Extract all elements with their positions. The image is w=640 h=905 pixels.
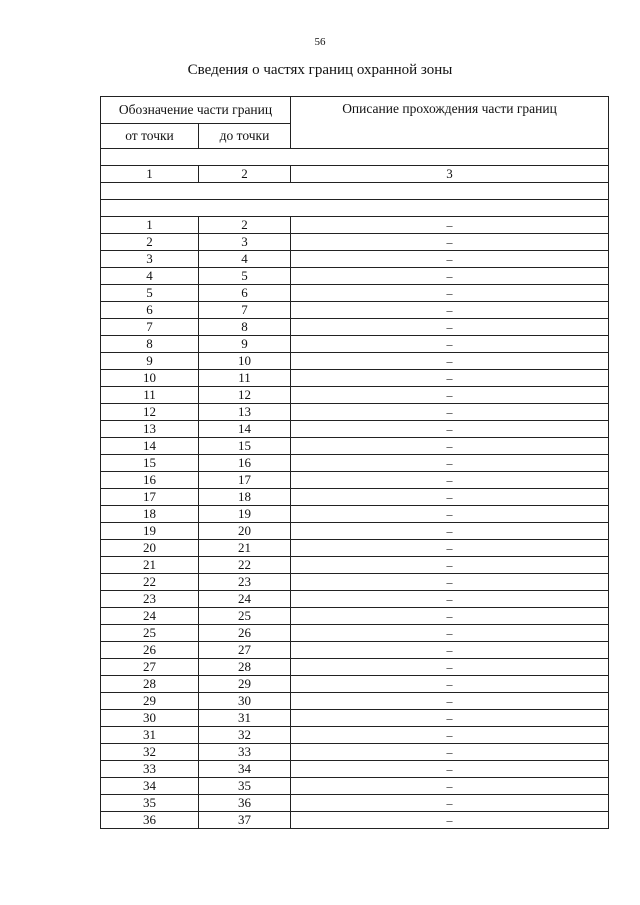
from-point-cell: 15: [101, 455, 199, 472]
description-cell: –: [291, 438, 609, 455]
description-cell: –: [291, 489, 609, 506]
to-point-cell: 8: [199, 319, 291, 336]
to-point-cell: 4: [199, 251, 291, 268]
to-point-cell: 11: [199, 370, 291, 387]
description-cell: –: [291, 778, 609, 795]
from-point-cell: 21: [101, 557, 199, 574]
to-point-cell: 36: [199, 795, 291, 812]
from-point-cell: 23: [101, 591, 199, 608]
boundary-parts-table: [100, 96, 609, 829]
description-cell: –: [291, 523, 609, 540]
description-cell: –: [291, 795, 609, 812]
from-point-cell: 32: [101, 744, 199, 761]
table-row: [101, 642, 609, 659]
table-row: [101, 676, 609, 693]
table-row: [101, 234, 609, 251]
to-point-cell: 6: [199, 285, 291, 302]
to-point-cell: 2: [199, 217, 291, 234]
to-point-cell: 24: [199, 591, 291, 608]
to-point-cell: 32: [199, 727, 291, 744]
from-point-cell: 27: [101, 659, 199, 676]
to-point-cell: 3: [199, 234, 291, 251]
description-cell: –: [291, 727, 609, 744]
from-point-cell: 2: [101, 234, 199, 251]
table-row: [101, 710, 609, 727]
from-point-cell: 20: [101, 540, 199, 557]
to-point-cell: 14: [199, 421, 291, 438]
from-point-cell: 35: [101, 795, 199, 812]
to-point-cell: 30: [199, 693, 291, 710]
to-point-cell: 5: [199, 268, 291, 285]
description-cell: –: [291, 234, 609, 251]
table-row: [101, 761, 609, 778]
description-cell: –: [291, 268, 609, 285]
from-point-cell: 3: [101, 251, 199, 268]
description-cell: –: [291, 608, 609, 625]
from-point-cell: 19: [101, 523, 199, 540]
table-row: [101, 421, 609, 438]
from-point-cell: 25: [101, 625, 199, 642]
table-row: [101, 795, 609, 812]
from-point-cell: 13: [101, 421, 199, 438]
description-cell: –: [291, 540, 609, 557]
description-cell: –: [291, 302, 609, 319]
to-point-cell: 31: [199, 710, 291, 727]
to-point-cell: 37: [199, 812, 291, 829]
from-point-cell: 33: [101, 761, 199, 778]
table-body: [101, 97, 609, 829]
table-row: [101, 353, 609, 370]
header-to-point: до точки: [199, 124, 291, 149]
table-row: [101, 625, 609, 642]
description-cell: –: [291, 812, 609, 829]
section-row: [101, 200, 609, 217]
page-number: 56: [314, 36, 326, 48]
from-point-cell: 28: [101, 676, 199, 693]
description-cell: –: [291, 472, 609, 489]
table-row: [101, 336, 609, 353]
table-row: [101, 557, 609, 574]
description-cell: –: [291, 591, 609, 608]
description-cell: –: [291, 693, 609, 710]
description-cell: –: [291, 370, 609, 387]
from-point-cell: 7: [101, 319, 199, 336]
to-point-cell: 12: [199, 387, 291, 404]
to-point-cell: 18: [199, 489, 291, 506]
table-row: [101, 693, 609, 710]
document-title: Сведения о частях границ охранной зоны: [187, 62, 453, 78]
header-boundary-designation: Обозначение части границ: [101, 97, 291, 124]
from-point-cell: 14: [101, 438, 199, 455]
to-point-cell: 33: [199, 744, 291, 761]
column-number-2: 2: [199, 166, 291, 183]
from-point-cell: 31: [101, 727, 199, 744]
description-cell: –: [291, 404, 609, 421]
description-cell: –: [291, 744, 609, 761]
description-cell: –: [291, 642, 609, 659]
table-row: [101, 489, 609, 506]
to-point-cell: 16: [199, 455, 291, 472]
from-point-cell: 8: [101, 336, 199, 353]
from-point-cell: 9: [101, 353, 199, 370]
table-row: [101, 387, 609, 404]
description-cell: –: [291, 455, 609, 472]
to-point-cell: 34: [199, 761, 291, 778]
table-row: [101, 472, 609, 489]
table-row: [101, 540, 609, 557]
description-cell: –: [291, 285, 609, 302]
header-boundary-description: Описание прохождения части границ: [291, 97, 609, 149]
to-point-cell: 28: [199, 659, 291, 676]
table-row: [101, 268, 609, 285]
description-cell: –: [291, 659, 609, 676]
to-point-cell: 22: [199, 557, 291, 574]
description-cell: –: [291, 353, 609, 370]
table-row: [101, 285, 609, 302]
description-cell: –: [291, 336, 609, 353]
from-point-cell: 22: [101, 574, 199, 591]
description-cell: –: [291, 421, 609, 438]
description-cell: –: [291, 217, 609, 234]
to-point-cell: 27: [199, 642, 291, 659]
from-point-cell: 4: [101, 268, 199, 285]
to-point-cell: 21: [199, 540, 291, 557]
table-row: [101, 608, 609, 625]
from-point-cell: 11: [101, 387, 199, 404]
to-point-cell: 7: [199, 302, 291, 319]
table-row: [101, 778, 609, 795]
to-point-cell: 19: [199, 506, 291, 523]
to-point-cell: 10: [199, 353, 291, 370]
table-row: [101, 455, 609, 472]
section-label: [101, 200, 609, 217]
to-point-cell: 25: [199, 608, 291, 625]
from-point-cell: 17: [101, 489, 199, 506]
from-point-cell: 6: [101, 302, 199, 319]
description-cell: –: [291, 676, 609, 693]
to-point-cell: 15: [199, 438, 291, 455]
table-row: [101, 744, 609, 761]
numbers-gap: [101, 183, 609, 200]
from-point-cell: 36: [101, 812, 199, 829]
description-cell: –: [291, 251, 609, 268]
table-row: [101, 319, 609, 336]
description-cell: –: [291, 557, 609, 574]
table-row: [101, 251, 609, 268]
from-point-cell: 16: [101, 472, 199, 489]
table-row: [101, 506, 609, 523]
to-point-cell: 9: [199, 336, 291, 353]
from-point-cell: 30: [101, 710, 199, 727]
to-point-cell: 26: [199, 625, 291, 642]
table-row: [101, 404, 609, 421]
column-number-3: 3: [291, 166, 609, 183]
table-row: [101, 438, 609, 455]
description-cell: –: [291, 387, 609, 404]
table-row: [101, 217, 609, 234]
table-row: [101, 370, 609, 387]
description-cell: –: [291, 319, 609, 336]
table-row: [101, 591, 609, 608]
column-number-row: [101, 166, 609, 183]
to-point-cell: 17: [199, 472, 291, 489]
header-row: [101, 97, 609, 124]
table-row: [101, 523, 609, 540]
from-point-cell: 29: [101, 693, 199, 710]
to-point-cell: 13: [199, 404, 291, 421]
from-point-cell: 24: [101, 608, 199, 625]
column-number-1: 1: [101, 166, 199, 183]
table-row: [101, 574, 609, 591]
description-cell: –: [291, 506, 609, 523]
to-point-cell: 20: [199, 523, 291, 540]
header-from-point: от точки: [101, 124, 199, 149]
from-point-cell: 12: [101, 404, 199, 421]
from-point-cell: 18: [101, 506, 199, 523]
table-row: [101, 659, 609, 676]
from-point-cell: 34: [101, 778, 199, 795]
table-row: [101, 302, 609, 319]
table-row: [101, 727, 609, 744]
to-point-cell: 23: [199, 574, 291, 591]
from-point-cell: 5: [101, 285, 199, 302]
from-point-cell: 10: [101, 370, 199, 387]
to-point-cell: 35: [199, 778, 291, 795]
description-cell: –: [291, 574, 609, 591]
from-point-cell: 26: [101, 642, 199, 659]
description-cell: –: [291, 625, 609, 642]
to-point-cell: 29: [199, 676, 291, 693]
from-point-cell: 1: [101, 217, 199, 234]
header-gap: [101, 149, 609, 166]
description-cell: –: [291, 761, 609, 778]
description-cell: –: [291, 710, 609, 727]
table-row: [101, 812, 609, 829]
